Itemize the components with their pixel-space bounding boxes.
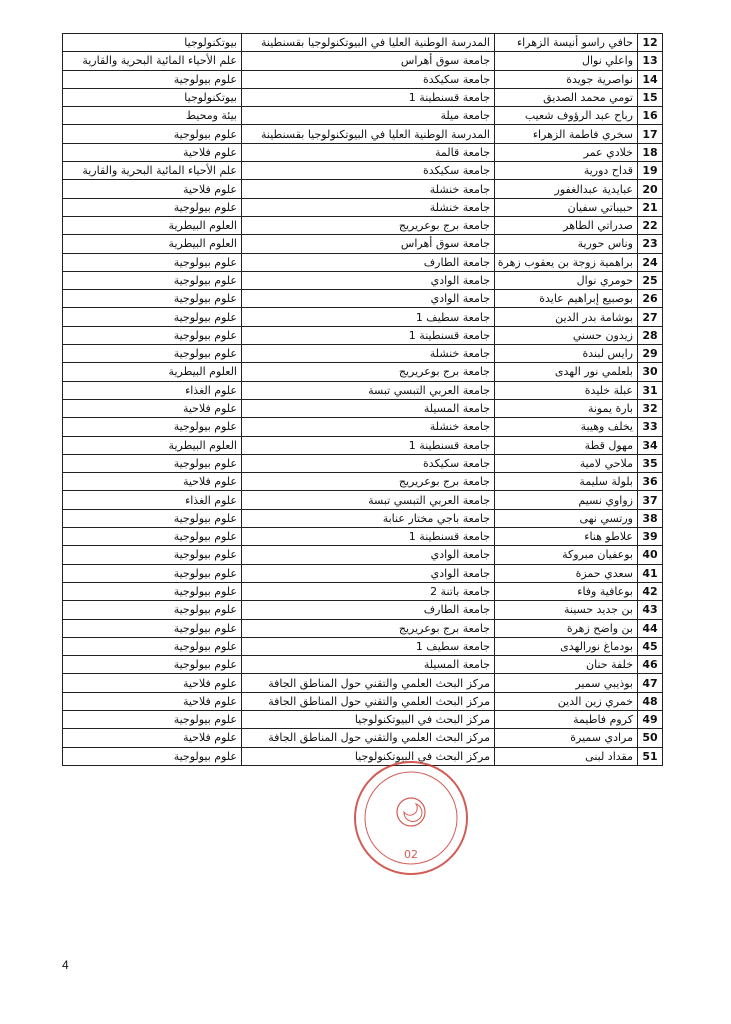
row-specialty: علوم بيولوجية (63, 253, 242, 271)
row-name: بوعافية وفاء (495, 582, 638, 600)
row-number: 40 (638, 546, 663, 564)
row-institution: جامعة قسنطينة 1 (242, 326, 495, 344)
row-name: بن جديد حسينة (495, 601, 638, 619)
table-row (63, 454, 663, 472)
row-specialty: العلوم البيطرية (63, 436, 242, 454)
row-number: 27 (638, 308, 663, 326)
row-institution: جامعة العربي التبسي تبسة (242, 491, 495, 509)
row-specialty: العلوم البيطرية (63, 216, 242, 234)
table-row (63, 345, 663, 363)
table-row (63, 436, 663, 454)
row-number: 51 (638, 747, 663, 765)
row-specialty: علوم بيولوجية (63, 418, 242, 436)
row-specialty: بيوتكنولوجيا (63, 88, 242, 106)
row-specialty: علوم بيولوجية (63, 125, 242, 143)
row-name: عبلة خليدة (495, 381, 638, 399)
row-name: براهمية زوجة بن يعقوب زهرة (495, 253, 638, 271)
row-specialty: علوم بيولوجية (63, 747, 242, 765)
row-institution: جامعة برج بوعريريج (242, 363, 495, 381)
row-number: 29 (638, 345, 663, 363)
row-specialty: علوم بيولوجية (63, 271, 242, 289)
row-specialty: علوم بيولوجية (63, 528, 242, 546)
row-institution: جامعة قالمة (242, 143, 495, 161)
table-row (63, 381, 663, 399)
table-row (63, 601, 663, 619)
row-specialty: علوم بيولوجية (63, 619, 242, 637)
row-specialty: علوم بيولوجية (63, 308, 242, 326)
row-specialty: علوم فلاحية (63, 399, 242, 417)
table-row (63, 180, 663, 198)
table-row (63, 70, 663, 88)
row-specialty: علوم بيولوجية (63, 710, 242, 728)
row-name: بوذيبي سمير (495, 674, 638, 692)
row-specialty: علوم بيولوجية (63, 637, 242, 655)
row-name: بوعفيان مبروكة (495, 546, 638, 564)
row-institution: جامعة باتنة 2 (242, 582, 495, 600)
row-name: كروم فاطيمة (495, 710, 638, 728)
row-name: قداح دورية (495, 162, 638, 180)
table-row (63, 399, 663, 417)
row-name: صدراتي الطاهر (495, 216, 638, 234)
row-specialty: علوم فلاحية (63, 473, 242, 491)
table-row (63, 674, 663, 692)
row-institution: جامعة برج بوعريريج (242, 619, 495, 637)
row-number: 38 (638, 509, 663, 527)
row-specialty: علم الأحياء المائية البحرية والقارية (63, 162, 242, 180)
row-number: 49 (638, 710, 663, 728)
row-name: خمري زين الدين (495, 692, 638, 710)
table-body (63, 34, 663, 766)
table-row (63, 619, 663, 637)
table-row (63, 162, 663, 180)
row-number: 48 (638, 692, 663, 710)
row-specialty: علوم بيولوجية (63, 454, 242, 472)
row-institution: جامعة الطارف (242, 253, 495, 271)
row-name: نواصرية جويدة (495, 70, 638, 88)
row-number: 17 (638, 125, 663, 143)
table-row (63, 528, 663, 546)
row-specialty: علوم بيولوجية (63, 290, 242, 308)
row-institution: جامعة سوق أهراس (242, 52, 495, 70)
row-name: مهول قطة (495, 436, 638, 454)
row-institution: مركز البحث في البيوتكنولوجيا (242, 747, 495, 765)
table-row (63, 747, 663, 765)
row-number: 46 (638, 656, 663, 674)
row-number: 23 (638, 235, 663, 253)
row-institution: جامعة الوادي (242, 271, 495, 289)
row-institution: جامعة سكيكدة (242, 454, 495, 472)
row-number: 16 (638, 107, 663, 125)
row-institution: المدرسة الوطنية العليا في البيوتكنولوجيا بقسنطينة (242, 125, 495, 143)
row-number: 12 (638, 34, 663, 52)
row-name: بن واضح زهرة (495, 619, 638, 637)
row-institution: مركز البحث العلمي والتقني حول المناطق الجافة (242, 692, 495, 710)
row-specialty: علوم فلاحية (63, 180, 242, 198)
table-row (63, 253, 663, 271)
table-row (63, 363, 663, 381)
row-institution: مركز البحث العلمي والتقني حول المناطق الجافة (242, 729, 495, 747)
row-name: زواوي نسيم (495, 491, 638, 509)
row-name: حومري نوال (495, 271, 638, 289)
table-row (63, 271, 663, 289)
row-name: بلولة سليمة (495, 473, 638, 491)
row-specialty: علوم بيولوجية (63, 70, 242, 88)
row-specialty: علوم بيولوجية (63, 345, 242, 363)
table-row (63, 235, 663, 253)
row-institution: جامعة الوادي (242, 546, 495, 564)
table-row (63, 290, 663, 308)
row-number: 39 (638, 528, 663, 546)
row-specialty: علوم بيولوجية (63, 601, 242, 619)
row-institution: جامعة برج بوعريريج (242, 473, 495, 491)
row-number: 42 (638, 582, 663, 600)
row-institution: جامعة الوادي (242, 564, 495, 582)
row-number: 20 (638, 180, 663, 198)
row-institution: جامعة سطيف 1 (242, 308, 495, 326)
row-specialty: علوم الغذاء (63, 381, 242, 399)
row-number: 31 (638, 381, 663, 399)
row-specialty: علوم بيولوجية (63, 198, 242, 216)
table-row (63, 198, 663, 216)
row-number: 41 (638, 564, 663, 582)
row-number: 43 (638, 601, 663, 619)
row-number: 19 (638, 162, 663, 180)
row-name: حافي راسو أنيسة الزهراء (495, 34, 638, 52)
table-row (63, 582, 663, 600)
row-institution: جامعة باجي مختار عنابة (242, 509, 495, 527)
row-name: رباح عبد الرؤوف شعيب (495, 107, 638, 125)
row-name: عبايدية عبدالغفور (495, 180, 638, 198)
row-name: وناس حورية (495, 235, 638, 253)
table-row (63, 692, 663, 710)
row-number: 24 (638, 253, 663, 271)
row-number: 45 (638, 637, 663, 655)
row-specialty: بيئة ومحيط (63, 107, 242, 125)
row-name: خلفة حنان (495, 656, 638, 674)
row-specialty: علوم بيولوجية (63, 546, 242, 564)
row-institution: جامعة خنشلة (242, 418, 495, 436)
row-specialty: علوم بيولوجية (63, 509, 242, 527)
row-name: علاطو هناء (495, 528, 638, 546)
table-row (63, 143, 663, 161)
row-specialty: العلوم البيطرية (63, 235, 242, 253)
table-row (63, 656, 663, 674)
table-row (63, 418, 663, 436)
table-row (63, 564, 663, 582)
row-institution: جامعة خنشلة (242, 180, 495, 198)
row-name: سخري فاطمة الزهراء (495, 125, 638, 143)
row-institution: جامعة سكيكدة (242, 70, 495, 88)
row-name: مقداد لبنى (495, 747, 638, 765)
table-row (63, 729, 663, 747)
row-specialty: علوم بيولوجية (63, 656, 242, 674)
row-institution: جامعة الوادي (242, 290, 495, 308)
table-row (63, 473, 663, 491)
row-institution: جامعة المسيلة (242, 656, 495, 674)
table-row (63, 491, 663, 509)
row-number: 47 (638, 674, 663, 692)
row-number: 32 (638, 399, 663, 417)
table-row (63, 509, 663, 527)
row-institution: المدرسة الوطنية العليا في البيوتكنولوجيا بقسنطينة (242, 34, 495, 52)
row-name: رايس لبندة (495, 345, 638, 363)
row-specialty: علوم فلاحية (63, 674, 242, 692)
table-row (63, 216, 663, 234)
row-institution: جامعة سوق أهراس (242, 235, 495, 253)
row-specialty: علوم بيولوجية (63, 564, 242, 582)
table-row (63, 34, 663, 52)
row-institution: جامعة قسنطينة 1 (242, 528, 495, 546)
row-number: 15 (638, 88, 663, 106)
row-institution: جامعة خنشلة (242, 345, 495, 363)
row-name: حبيباتي سفيان (495, 198, 638, 216)
row-institution: مركز البحث في البيوتكنولوجيا (242, 710, 495, 728)
row-number: 34 (638, 436, 663, 454)
row-name: ورتسي نهى (495, 509, 638, 527)
row-number: 25 (638, 271, 663, 289)
row-name: بلعلمي نور الهدى (495, 363, 638, 381)
row-name: مرادي سميرة (495, 729, 638, 747)
row-name: بوشامة بدر الدين (495, 308, 638, 326)
table-row (63, 308, 663, 326)
row-number: 30 (638, 363, 663, 381)
page-number: 4 (62, 958, 69, 972)
row-name: بوصبيع إبراهيم عايدة (495, 290, 638, 308)
row-institution: جامعة العربي التبسي تبسة (242, 381, 495, 399)
row-number: 37 (638, 491, 663, 509)
candidates-table (62, 33, 663, 766)
row-number: 44 (638, 619, 663, 637)
row-number: 36 (638, 473, 663, 491)
row-institution: جامعة قسنطينة 1 (242, 436, 495, 454)
row-number: 21 (638, 198, 663, 216)
row-number: 22 (638, 216, 663, 234)
row-institution: جامعة سطيف 1 (242, 637, 495, 655)
row-institution: جامعة ميلة (242, 107, 495, 125)
row-number: 33 (638, 418, 663, 436)
row-specialty: علوم بيولوجية (63, 582, 242, 600)
row-institution: جامعة سكيكدة (242, 162, 495, 180)
row-name: سعدي حمزة (495, 564, 638, 582)
row-specialty: علوم بيولوجية (63, 326, 242, 344)
row-name: بودماغ نورالهدى (495, 637, 638, 655)
row-institution: جامعة المسيلة (242, 399, 495, 417)
row-number: 35 (638, 454, 663, 472)
official-stamp (336, 760, 486, 885)
row-name: زيدون حسني (495, 326, 638, 344)
table-row (63, 546, 663, 564)
row-name: ملاحي لامية (495, 454, 638, 472)
row-institution: مركز البحث العلمي والتقني حول المناطق الجافة (242, 674, 495, 692)
row-name: يخلف وهيبة (495, 418, 638, 436)
row-name: بارة يمونة (495, 399, 638, 417)
table-row (63, 326, 663, 344)
row-institution: جامعة الطارف (242, 601, 495, 619)
row-specialty: بيوتكنولوجيا (63, 34, 242, 52)
stamp-number: 02 (404, 848, 418, 861)
row-institution: جامعة خنشلة (242, 198, 495, 216)
table-row (63, 710, 663, 728)
table-row (63, 125, 663, 143)
table-row (63, 88, 663, 106)
row-specialty: علوم فلاحية (63, 692, 242, 710)
row-institution: جامعة برج بوعريريج (242, 216, 495, 234)
row-specialty: العلوم البيطرية (63, 363, 242, 381)
row-number: 13 (638, 52, 663, 70)
row-number: 50 (638, 729, 663, 747)
row-specialty: علوم فلاحية (63, 729, 242, 747)
row-specialty: علوم فلاحية (63, 143, 242, 161)
table-row (63, 52, 663, 70)
row-number: 28 (638, 326, 663, 344)
row-number: 18 (638, 143, 663, 161)
row-name: واعلي نوال (495, 52, 638, 70)
row-number: 14 (638, 70, 663, 88)
row-institution: جامعة قسنطينة 1 (242, 88, 495, 106)
row-specialty: علم الأحياء المائية البحرية والقارية (63, 52, 242, 70)
row-name: تومي محمد الصديق (495, 88, 638, 106)
row-name: خلادي عمر (495, 143, 638, 161)
row-specialty: علوم الغذاء (63, 491, 242, 509)
table-row (63, 107, 663, 125)
row-number: 26 (638, 290, 663, 308)
table-row (63, 637, 663, 655)
